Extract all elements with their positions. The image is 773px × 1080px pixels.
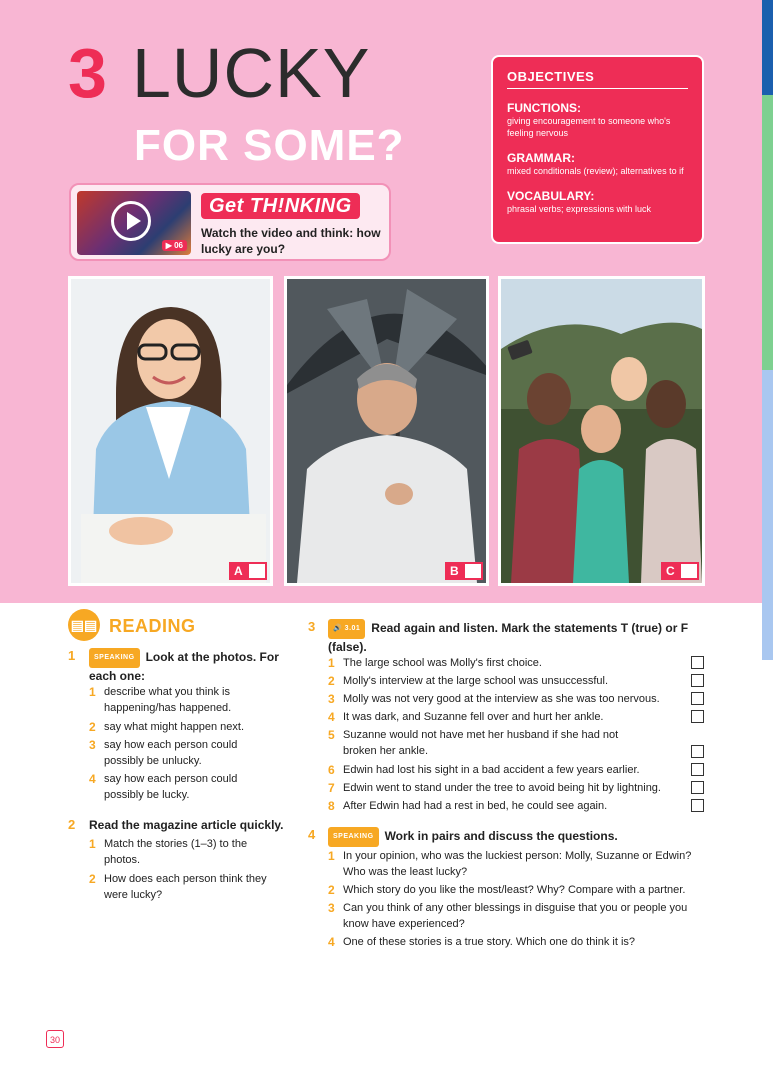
true-false-checkbox[interactable] <box>691 799 704 812</box>
photo-a <box>68 276 273 586</box>
exercise-2-number: 2 <box>68 817 76 832</box>
photo-b-label: B <box>445 562 483 580</box>
exercise-4-instruction: SPEAKING Work in pairs and discuss the questions. <box>328 827 698 847</box>
grammar-heading: GRAMMAR: <box>507 151 575 165</box>
speaking-pill: SPEAKING <box>328 827 379 847</box>
true-false-checkbox[interactable] <box>691 745 704 758</box>
unit-number: 3 <box>68 34 107 112</box>
exercise-1-item: 4 say how each person could possibly be lucky. <box>89 772 238 801</box>
photo-c-illustration <box>501 279 702 583</box>
exercise-1-item: 2 say what might happen next. <box>89 720 245 734</box>
exercise-2-item: 1 Match the stories (1–3) to the photos. <box>89 837 248 866</box>
exercise-2-item: 2 How does each person think they were lucky? <box>89 872 267 901</box>
photo-a-label: A <box>229 562 267 580</box>
exercise-1-item: 3 say how each person could possibly be unlucky. <box>89 738 238 767</box>
get-thinking-box <box>69 183 391 261</box>
audio-track-pill[interactable]: 🔊 3.01 <box>328 619 365 639</box>
grammar-text: mixed conditionals (review); alternatives to if <box>507 166 684 176</box>
exercise-3-statement: 6 Edwin had lost his sight in a bad accident a few years earlier. <box>328 763 640 777</box>
edge-tab-light-blue <box>762 370 773 660</box>
unit-title-line1: LUCKY <box>132 34 371 112</box>
get-thinking-text: Watch the video and think: how lucky are you? <box>201 226 381 256</box>
video-badge: ▶ 06 <box>162 240 187 251</box>
photo-b-illustration <box>287 279 486 583</box>
exercise-1-number: 1 <box>68 648 76 663</box>
exercise-3-instruction: 🔊 3.01 Read again and listen. Mark the statements T (true) or F (false). <box>328 621 689 654</box>
functions-heading: FUNCTIONS: <box>507 101 581 115</box>
exercise-3-statement: 5 Suzanne would not have met her husband if she had not broken her ankle. <box>328 728 619 757</box>
vocabulary-text: phrasal verbs; expressions with luck <box>507 204 652 214</box>
edge-tab-blue <box>762 0 773 95</box>
page-number: 30 <box>46 1030 64 1048</box>
exercise-3-statement: 4 It was dark, and Suzanne fell over and hurt her ankle. <box>328 710 604 724</box>
photo-c <box>498 276 705 586</box>
objectives-title: OBJECTIVES <box>507 69 688 89</box>
play-icon[interactable] <box>111 201 151 241</box>
speaking-pill: SPEAKING <box>89 648 140 668</box>
get-thinking-label: Get TH!NKING <box>201 193 360 219</box>
photo-c-label: C <box>661 562 699 580</box>
true-false-checkbox[interactable] <box>691 710 704 723</box>
exercise-3-number: 3 <box>308 619 316 634</box>
true-false-checkbox[interactable] <box>691 692 704 705</box>
video-thumbnail[interactable] <box>77 191 191 255</box>
exercise-3-statement: 3 Molly was not very good at the interview as she was too nervous. <box>328 692 660 706</box>
true-false-checkbox[interactable] <box>691 656 704 669</box>
objectives-box <box>491 55 704 244</box>
exercise-3-statement: 2 Molly's interview at the large school was unsuccessful. <box>328 674 608 688</box>
exercise-1-item: 1 describe what you think is happening/has happened. <box>89 685 232 714</box>
reading-title: READING <box>109 616 196 636</box>
exercise-2-instruction: Read the magazine article quickly. <box>89 818 284 832</box>
exercise-4-question: 4 One of these stories is a true story. Which one do think it is? <box>328 935 636 949</box>
edge-tab-white <box>762 660 773 1080</box>
exercise-3-statement: 8 After Edwin had had a rest in bed, he could see again. <box>328 799 608 813</box>
exercise-4-number: 4 <box>308 827 316 842</box>
photo-b <box>284 276 489 586</box>
exercise-3-statement: 7 Edwin went to stand under the tree to avoid being hit by lightning. <box>328 781 661 795</box>
functions-text: giving encouragement to someone who's feeling nervous <box>507 116 671 138</box>
edge-tab-green <box>762 95 773 370</box>
exercise-4-question: 1 In your opinion, who was the luckiest person: Molly, Suzanne or Edwin? Who was the least lucky? <box>328 849 692 878</box>
exercise-3-statement: 1 The large school was Molly's first choice. <box>328 656 542 670</box>
true-false-checkbox[interactable] <box>691 674 704 687</box>
exercise-4-question: 3 Can you think of any other blessings in disguise that you or people you know have experienced? <box>328 901 688 930</box>
true-false-checkbox[interactable] <box>691 781 704 794</box>
unit-title-line2: FOR SOME? <box>134 121 405 170</box>
exercise-1-instruction: SPEAKING Look at the photos. For each one: <box>89 650 279 683</box>
true-false-checkbox[interactable] <box>691 763 704 776</box>
photo-a-illustration <box>71 279 270 583</box>
exercise-4-question: 2 Which story do you like the most/least? Why? Compare with a partner. <box>328 883 686 897</box>
vocabulary-heading: VOCABULARY: <box>507 189 595 203</box>
book-icon: ▤▤ <box>68 609 100 641</box>
